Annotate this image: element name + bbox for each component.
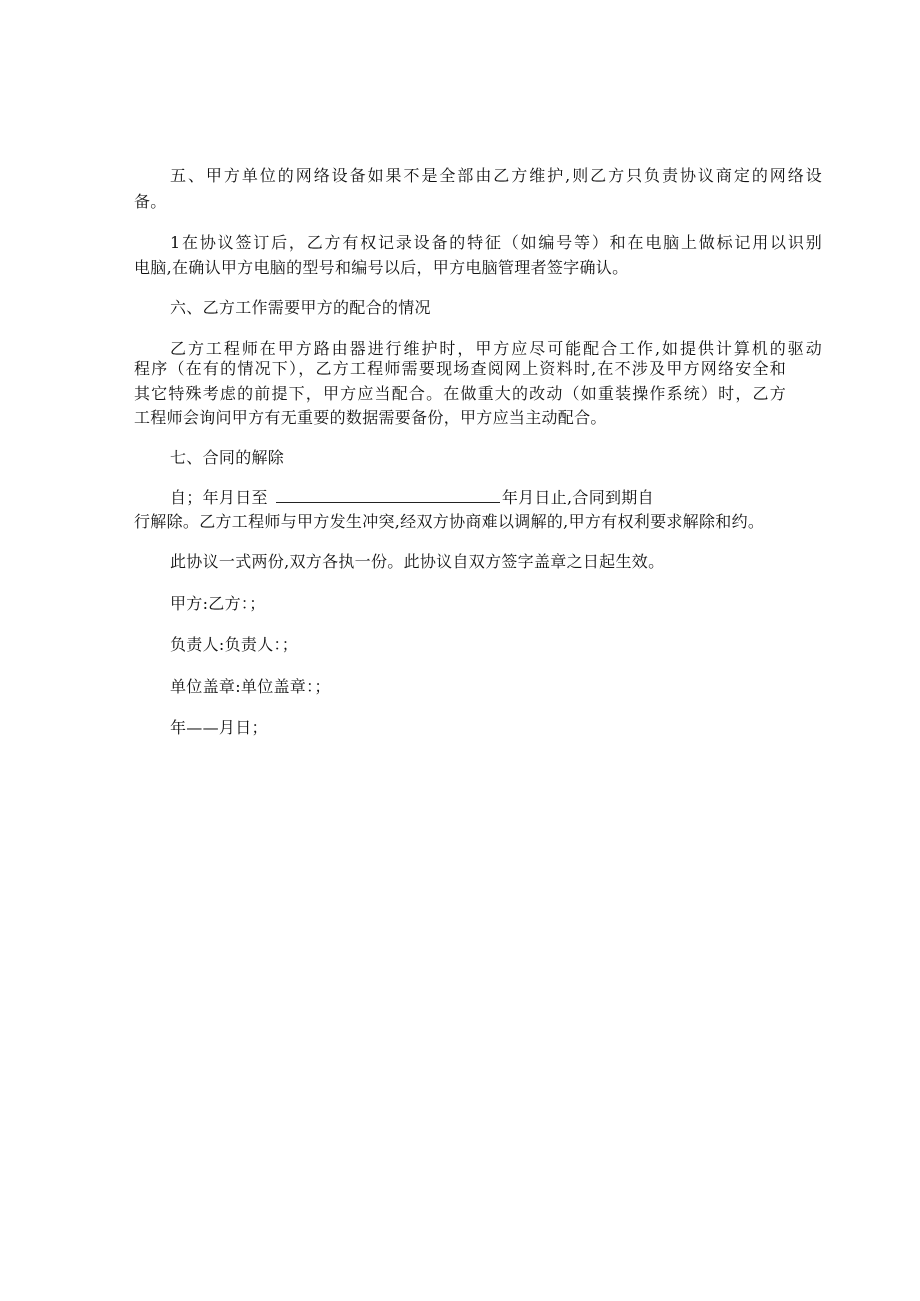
section7-heading: 七、合同的解除: [170, 448, 285, 467]
signature-parties: 甲方:乙方：；: [170, 594, 266, 613]
effect-clause: 此协议一式两份,双方各执一份。此协议自双方签字盖章之日起生效。: [170, 552, 665, 571]
section6-heading: 六、乙方工作需要甲方的配合的情况: [170, 298, 431, 317]
section6-line3: 其它特殊考虑的前提下，甲方应当配合。在做重大的改动（如重装操作系统）时，乙方: [134, 384, 786, 403]
section5-line2: 备。: [134, 192, 167, 211]
section7-line2: 行解除。乙方工程师与甲方发生冲突,经双方协商难以调解的,甲方有权利要求解除和约。: [134, 512, 765, 531]
section5-line1: 五、甲方单位的网络设备如果不是全部由乙方维护,则乙方只负责协议商定的网络设: [170, 166, 822, 185]
signature-date: 年——月日；: [170, 718, 268, 737]
term-prefix: 自；年月日至: [170, 488, 268, 507]
section6-line1: 乙方工程师在甲方路由器进行维护时，甲方应尽可能配合工作,如提供计算机的驱动: [170, 339, 822, 358]
section6-line2: 程序（在有的情况下），乙方工程师需要现场查阅网上资料时,在不涉及甲方网络安全和: [134, 359, 786, 378]
term-suffix: 年月日止,合同到期自: [501, 488, 654, 507]
date-blank-line: [276, 487, 500, 503]
section6-line4: 工程师会询问甲方有无重要的数据需要备份，甲方应当主动配合。: [134, 408, 607, 427]
item1-line1: 1在协议签订后，乙方有权记录设备的特征（如编号等）和在电脑上做标记用以识别: [170, 233, 822, 252]
signature-seals: 单位盖章:单位盖章：；: [170, 677, 331, 696]
item1-line2: 电脑,在确认甲方电脑的型号和编号以后，甲方电脑管理者签字确认。: [134, 258, 629, 277]
signature-persons: 负责人:负责人：；: [170, 635, 299, 654]
section7-term-line: [170, 487, 654, 508]
